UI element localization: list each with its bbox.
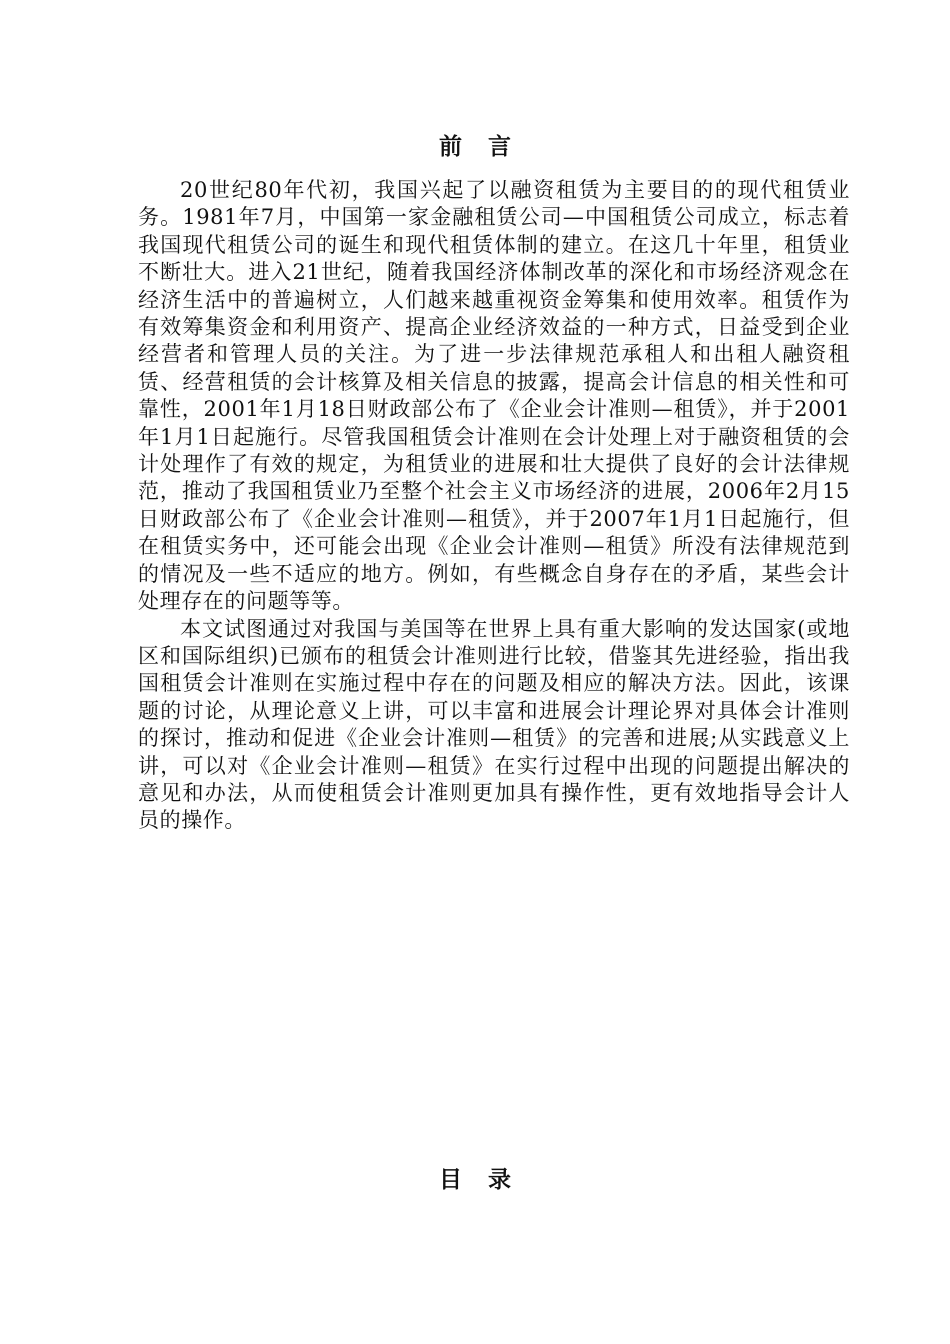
preface-heading: 前言 — [439, 134, 537, 160]
preface-paragraph-2: 本文试图通过对我国与美国等在世界上具有重大影响的发达国家(或地区和国际组织)已颁布的租赁会计准则进行比较，借鉴其先进经验，指出我国租赁会计准则在实施过程中存在的问题及相应的解决方法。因此，该课题的讨论，从理论意义上讲，可以丰富和进展会计理论界对具体会计准则的探讨，推动和促进《企业会计准则—租赁》的完善和进展;从实践意义上讲，可以对《企业会计准则—租赁》在实行过程中出现的问题提出解决的意见和办法，从而使租赁会计准则更加具有操作性，更有效地指导会计人员的操作。 — [138, 616, 850, 833]
preface-paragraph-1: 20世纪80年代初，我国兴起了以融资租赁为主要目的的现代租赁业务。1981年7月，中国第一家金融租赁公司—中国租赁公司成立，标志着我国现代租赁公司的诞生和现代租赁体制的建立。在这几十年里，租赁业不断壮大。进入21世纪，随着我国经济体制改革的深化和市场经济观念在经济生活中的普遍树立，人们越来越重视资金筹集和使用效率。租赁作为有效筹集资金和利用资产、提高企业经济效益的一种方式，日益受到企业经营者和管理人员的关注。为了进一步法律规范承租人和出租人融资租赁、经营租赁的会计核算及相关信息的披露，提高会计信息的相关性和可靠性，2001年1月18日财政部公布了《企业会计准则—租赁》，并于2001年1月1日起施行。尽管我国租赁会计准则在会计处理上对于融资租赁的会计处理作了有效的规定，为租赁业的进展和壮大提供了良好的会计法律规范，推动了我国租赁业乃至整个社会主义市场经济的进展，2006年2月15日财政部公布了《企业会计准则—租赁》，并于2007年1月1日起施行，但在租赁实务中，还可能会出现《企业会计准则—租赁》所没有法律规范到的情况及一些不适应的地方。例如，有些概念自身存在的矛盾，某些会计处理存在的问题等等。 — [138, 178, 850, 614]
toc-heading: 目录 — [439, 1167, 537, 1193]
preface-body — [138, 177, 850, 835]
